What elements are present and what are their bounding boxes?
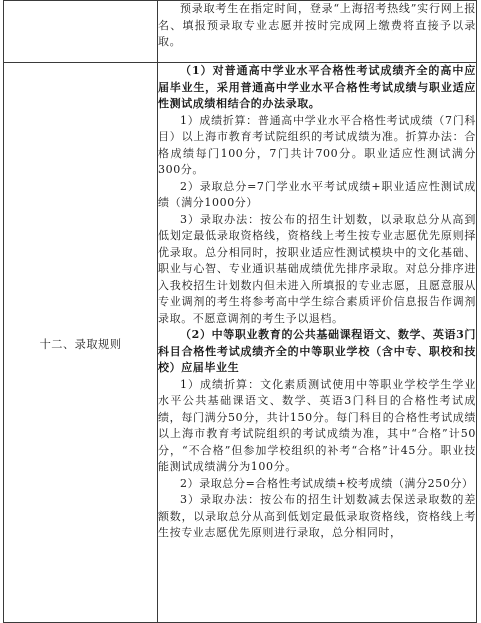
rule-heading-2: （2）中等职业教育的公共基础课程语文、数学、英语3门科目合格性考试成绩齐全的中等职业学校（含中专、职校和技校）应届毕业生: [158, 328, 476, 374]
admission-rules-table: [3, 0, 477, 623]
section-title: 十二、录取规则: [39, 338, 122, 351]
row-label-cell: [4, 63, 158, 623]
rule-paragraph: 2）录取总分=合格性考试成绩+校考成绩（满分250分）: [180, 476, 474, 490]
rule-paragraph: 3）录取办法：按公布的招生计划数，以录取总分从高到低划定最低录取资格线，资格线上考生按专业志愿优先原则择优录取。总分相同时，按职业适应性测试模块中的文化基础、职业与心智、专业通识基础成绩优先排序录取。对总分排序进入我校招生计划数内但未进入所填报的专业志愿，且愿意服从专业调剂的考生将参考高中学生综合素质评价信息报告作调剂录取。不愿意调剂的考生予以退档。: [158, 212, 476, 325]
row-label-cell: [4, 1, 158, 63]
rule-paragraph: 2）录取总分=7门学业水平考试成绩+职业适应性测试成绩（满分1000分）: [158, 179, 476, 209]
row-content-cell: [158, 1, 477, 63]
rule-paragraph: 1）成绩折算：文化素质测试使用中等职业学校学生学业水平公共基础课语文、数学、英语3门科目的合格性考试成绩，每门满分50分，共计150分。每门科目的合格性考试成绩以上海市教育考试院组织的考试成绩为准，其中“合格”计50分，“不合格”但参加学校组织的补考“合格”计45分。职业技能测试成绩满分为100分。: [158, 377, 476, 473]
row-content-cell: [158, 63, 477, 623]
table-row: [4, 63, 477, 623]
rule-paragraph: 3）录取办法：按公布的招生计划数减去保送录取数的差额数，以录取总分从高到低划定最低录取资格线，资格线上考生按专业志愿优先原则进行录取，总分相同时，: [158, 493, 476, 539]
rule-paragraph: 1）成绩折算：普通高中学业水平合格性考试成绩（7门科目）以上海市教育考试院组织的考试成绩为准。折算办法：合格成绩每门100分，7门共计700分。职业适应性测试满分300分。: [158, 113, 476, 176]
table-row: [4, 1, 477, 63]
enrollment-note-paragraph: 预录取考生在指定时间，登录“上海招考热线”实行网上报名、填报预录取专业志愿并按时完成网上缴费将直接予以录取。: [158, 2, 476, 48]
rule-heading-1: （1）对普通高中学业水平合格性考试成绩齐全的高中应届毕业生，采用普通高中学业水平合格性考试成绩与职业适应性测试成绩相结合的办法录取。: [158, 64, 476, 110]
